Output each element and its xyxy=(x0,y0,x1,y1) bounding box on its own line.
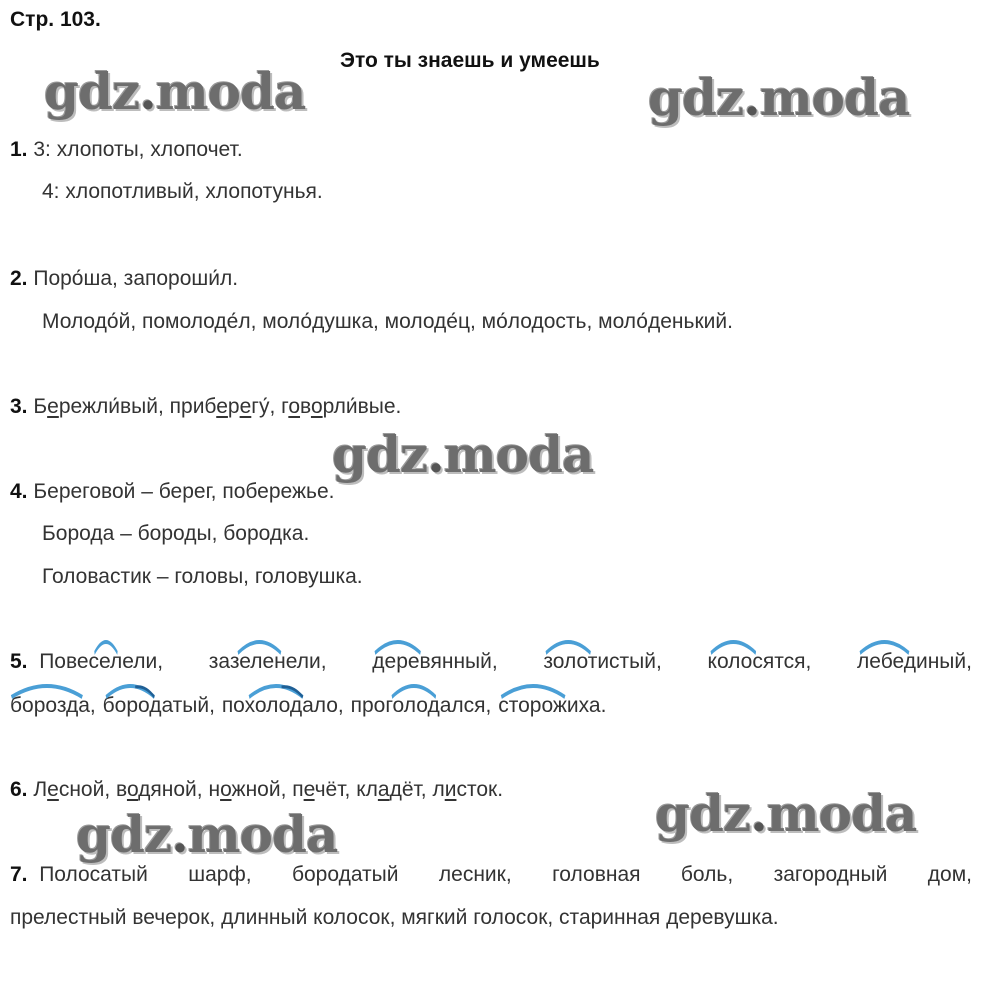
word-with-root-arc: деревянный, xyxy=(372,650,497,674)
word-with-root-arc: похолодало, xyxy=(222,694,344,718)
task-4-line-1: 4. Береговой – берег, побережье. xyxy=(10,480,335,503)
word-with-root-arc: лебединый, xyxy=(857,650,972,674)
task-7-row-1: 7. Полосатый шарф, бородатый лесник, головная боль, загородный дом, xyxy=(10,863,972,886)
task-2-line-1: 2. Поро́ша, запороши́л. xyxy=(10,267,239,290)
task-1-line-2: 4: хлопотливый, хлопотунья. xyxy=(42,180,323,203)
task-number: 5. xyxy=(10,650,28,673)
word-with-root-arc: золотистый, xyxy=(543,650,661,674)
task-3-line xyxy=(10,395,401,419)
task-number: 3. xyxy=(10,395,28,418)
word-with-root-arc: Повеселели, xyxy=(39,650,163,674)
task-number: 1. xyxy=(10,138,28,161)
task-6-line xyxy=(10,778,503,802)
section-title: Это ты знаешь и умеешь xyxy=(340,49,600,72)
task-7-row-2: прелестный вечерок, длинный колосок, мягкий голосок, старинная деревушка. xyxy=(10,906,779,929)
watermark-logo: gdz.moda xyxy=(655,784,917,843)
watermark-logo: gdz.moda xyxy=(332,425,594,484)
task-5-row-2 xyxy=(10,694,606,718)
task-4-line-2: Борода – бороды, бородка. xyxy=(42,522,310,545)
word-with-root-arc: борозда, xyxy=(10,694,96,718)
task-1-line-1: 1. 3: хлопоты, хлопочет. xyxy=(10,138,243,161)
task-number: 7. xyxy=(10,863,28,886)
task-number: 2. xyxy=(10,267,28,290)
watermark-logo: gdz.moda xyxy=(648,68,910,127)
word-with-root-arc: бородатый, xyxy=(103,694,215,718)
task-2-line-2: Молодо́й, помолоде́л, моло́душка, молоде́ц, мо́лодость, моло́денький. xyxy=(42,310,733,333)
word-with-root-arc: сторожиха. xyxy=(498,694,606,718)
task-5-row-1 xyxy=(10,650,972,674)
task-number: 6. xyxy=(10,778,28,801)
task-number: 4. xyxy=(10,480,28,503)
task-3-text: Бережли́вый, приберегу́, говорли́вые. xyxy=(33,395,402,418)
page-number: Стр. 103. xyxy=(10,8,101,31)
watermark-logo: gdz.moda xyxy=(76,805,338,864)
task-4-line-3: Головастик – головы, головушка. xyxy=(42,565,363,588)
word-with-root-arc: зазеленели, xyxy=(209,650,327,674)
task-6-text: Лесной, водяной, ножной, печёт, кладёт, листок. xyxy=(33,778,504,801)
watermark-logo: gdz.moda xyxy=(44,62,306,121)
word-with-root-arc: колосятся, xyxy=(708,650,812,674)
word-with-root-arc: проголодался, xyxy=(351,694,492,718)
